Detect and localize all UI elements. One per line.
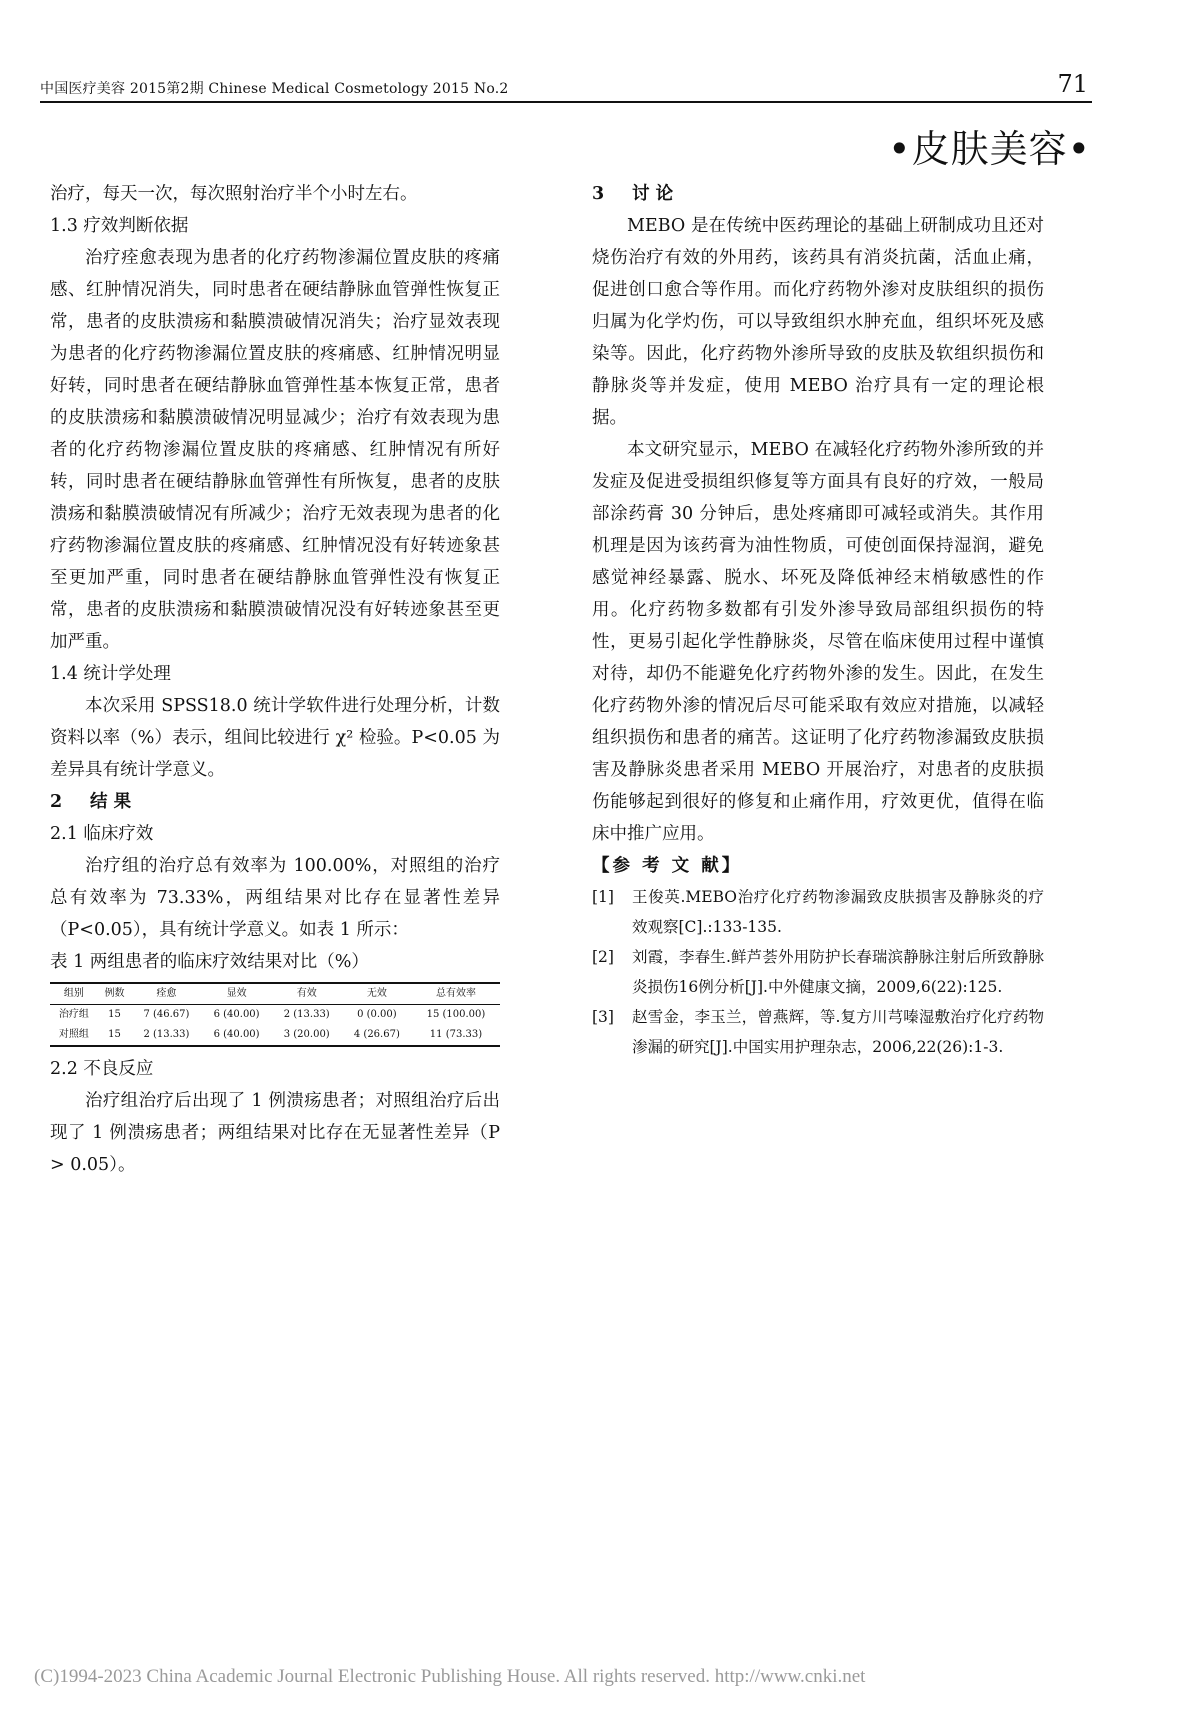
heading-1-4: 1.4 统计学处理 (50, 664, 171, 684)
table-cell: 15 (108, 1029, 121, 1040)
table-header-cell: 组别 (63, 988, 84, 999)
journal-line: 中国医疗美容 2015第2期 Chinese Medical Cosmetology 2015 No.2 (40, 81, 509, 97)
page-number: 71 (1057, 70, 1088, 98)
running-header (40, 70, 1090, 100)
heading-3-number: 3 (592, 184, 605, 204)
paragraph-continued: 治疗，每天一次，每次照射治疗半个小时左右。 (50, 184, 418, 204)
heading-2-2: 2.2 不良反应 (50, 1059, 154, 1079)
heading-2-number: 2 (50, 792, 63, 812)
table-header-cell: 例数 (104, 988, 125, 999)
table-1 (50, 982, 500, 1047)
reference-number: [2] (592, 948, 614, 966)
section-tag: •皮肤美容• (888, 127, 1091, 171)
reference-number: [3] (592, 1008, 614, 1026)
heading-1-3: 1.3 疗效判断依据 (50, 216, 189, 236)
table-cell: 3 (20.00) (283, 1029, 330, 1040)
reference-text: 赵雪金，李玉兰，曾燕辉，等.复方川芎嗪湿敷治疗化疗药物渗漏的研究[J].中国实用护理杂志，2006,22(26):1-3. (632, 1008, 1044, 1056)
copyright-footer: (C)1994-2023 China Academic Journal Electronic Publishing House. All rights reserved. http://www.cnki.net (34, 1666, 866, 1687)
heading-3 (592, 178, 1044, 210)
table-cell: 7 (46.67) (143, 1009, 190, 1020)
table-header-cell: 显效 (226, 988, 247, 999)
paragraph-3a: MEBO 是在传统中医药理论的基础上研制成功且还对烧伤治疗有效的外用药，该药具有消炎抗菌，活血止痛，促进创口愈合等作用。而化疗药物外渗对皮肤组织的损伤归属为化学灼伤，可以导致组织水肿充血，组织坏死及感染等。因此，化疗药物外渗所导致的皮肤及软组织损伤和静脉炎等并发症，使用 MEBO 治疗具有一定的理论根据。 (592, 216, 1044, 428)
reference-text: 王俊英.MEBO治疗化疗药物渗漏致皮肤损害及静脉炎的疗效观察[C].:133-135. (632, 888, 1044, 936)
table-cell: 4 (26.67) (353, 1029, 400, 1040)
paragraph-1-3: 治疗痊愈表现为患者的化疗药物渗漏位置皮肤的疼痛感、红肿情况消失，同时患者在硬结静脉血管弹性恢复正常，患者的皮肤溃疡和黏膜溃破情况消失；治疗显效表现为患者的化疗药物渗漏位置皮肤的疼痛感、红肿情况明显好转，同时患者在硬结静脉血管弹性基本恢复正常，患者的皮肤溃疡和黏膜溃破情况明显减少；治疗有效表现为患者的化疗药物渗漏位置皮肤的疼痛感、红肿情况有所好转，同时患者在硬结静脉血管弹性有所恢复，患者的皮肤溃疡和黏膜溃破情况有所减少；治疗无效表现为患者的化疗药物渗漏位置皮肤的疼痛感、红肿情况没有好转迹象甚至更加严重，同时患者在硬结静脉血管弹性没有恢复正常，患者的皮肤溃疡和黏膜溃破情况没有好转迹象甚至更加严重。 (50, 248, 500, 652)
table-header-cell: 有效 (296, 988, 317, 999)
table-cell: 6 (40.00) (213, 1029, 260, 1040)
paragraph-2-1: 治疗组的治疗总有效率为 100.00%，对照组的治疗总有效率为 73.33%，两组结果对比存在显著性差异（P<0.05），具有统计学意义。如表 1 所示： (50, 856, 500, 940)
table-cell: 0 (0.00) (357, 1009, 397, 1020)
reference-number: [1] (592, 888, 614, 906)
table-cell: 对照组 (58, 1029, 89, 1040)
table-cell: 2 (13.33) (283, 1009, 330, 1020)
paragraph-1-4: 本次采用 SPSS18.0 统计学软件进行处理分析，计数资料以率（%）表示，组间比较进行 χ² 检验。P<0.05 为差异具有统计学意义。 (50, 696, 500, 780)
table-cell: 11 (73.33) (429, 1029, 483, 1040)
references-title: 【参 考 文 献】 (592, 856, 743, 876)
table-row (50, 1005, 500, 1026)
table-cell: 治疗组 (58, 1009, 89, 1020)
table-header-cell: 痊愈 (156, 988, 177, 999)
header-rule (40, 101, 1092, 103)
reference-item (592, 882, 1044, 942)
heading-2-title: 结 果 (90, 792, 132, 812)
paragraph-3b: 本文研究显示，MEBO 在减轻化疗药物外渗所致的并发症及促进受损组织修复等方面具有良好的疗效，一般局部涂药膏 30 分钟后，患处疼痛即可减轻或消失。其作用机理是因为该药膏为油性物质，可使创面保持湿润，避免感觉神经暴露、脱水、坏死及降低神经末梢敏感性的作用。化疗药物多数都有引发外渗导致局部组织损伤的特性，更易引起化学性静脉炎，尽管在临床使用过程中谨慎对待，却仍不能避免化疗药物外渗的发生。因此，在发生化疗药物外渗的情况后尽可能采取有效应对措施，以减轻组织损伤和患者的痛苦。这证明了化疗药物渗漏致皮肤损害及静脉炎患者采用 MEBO 开展治疗，对患者的皮肤损伤能够起到很好的修复和止痛作用，疗效更优，值得在临床中推广应用。 (592, 440, 1044, 844)
table-header-cell: 总有效率 (435, 988, 476, 999)
table-header-cell: 无效 (366, 988, 387, 999)
table-row (50, 1025, 500, 1046)
heading-3-title: 讨 论 (632, 184, 674, 204)
heading-2-1: 2.1 临床疗效 (50, 824, 154, 844)
reference-text: 刘霞，李春生.鲜芦荟外用防护长春瑞滨静脉注射后所致静脉炎损伤16例分析[J].中外健康文摘，2009,6(22):125. (632, 948, 1044, 996)
table-cell: 6 (40.00) (213, 1009, 260, 1020)
left-column (50, 178, 500, 1181)
reference-item (592, 1002, 1044, 1062)
reference-item (592, 942, 1044, 1002)
table-1-title: 表 1 两组患者的临床疗效结果对比（%） (50, 952, 369, 972)
table-cell: 2 (13.33) (143, 1029, 190, 1040)
table-cell: 15 (100.00) (426, 1009, 486, 1020)
table-cell: 15 (108, 1009, 121, 1020)
paragraph-2-2: 治疗组治疗后出现了 1 例溃疡患者；对照组治疗后出现了 1 例溃疡患者；两组结果对比存在无显著性差异（P > 0.05）。 (50, 1091, 500, 1175)
right-column (592, 178, 1044, 1062)
table-header-row (50, 983, 500, 1005)
heading-2 (50, 786, 500, 818)
